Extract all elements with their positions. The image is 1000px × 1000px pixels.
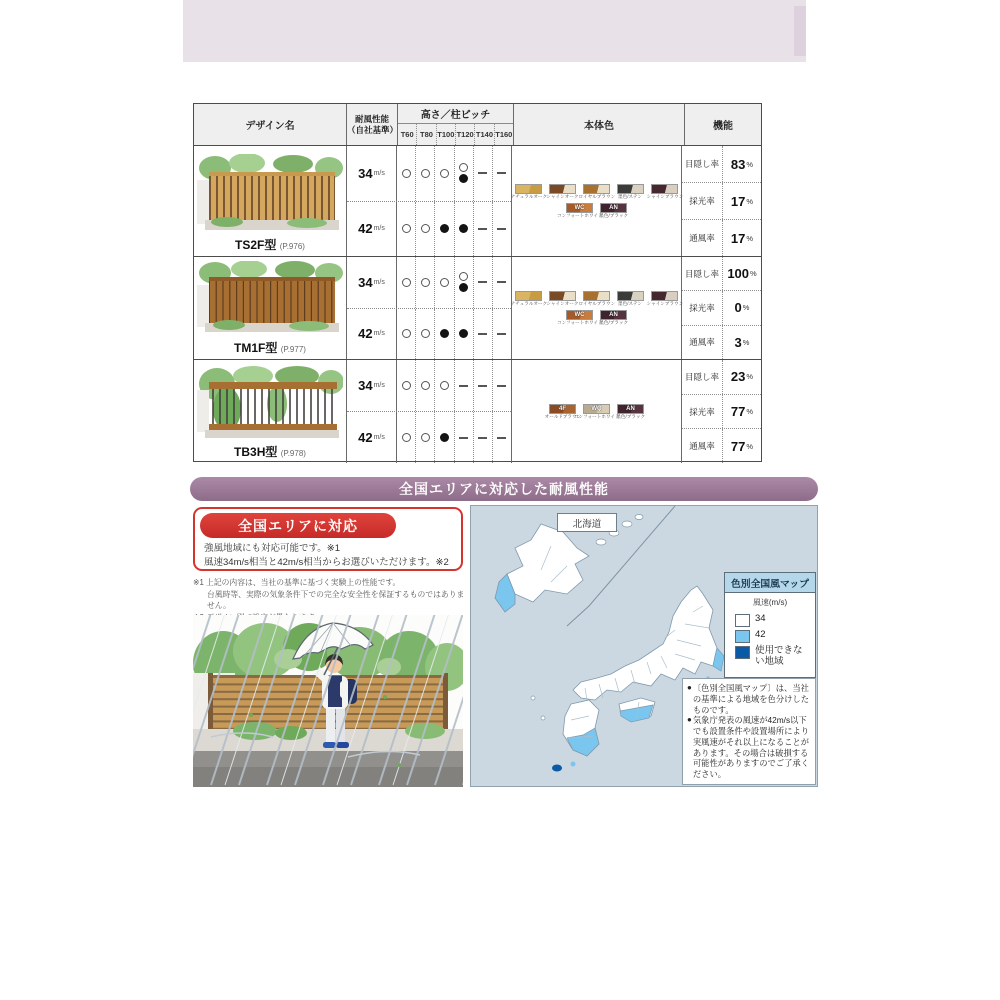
mark-dash xyxy=(497,228,506,230)
color-chip xyxy=(578,184,615,200)
func-value: 3 xyxy=(734,334,742,350)
header-t120: T120 xyxy=(455,124,474,145)
mark-circle xyxy=(459,272,468,281)
legend-swatch-42 xyxy=(735,630,750,643)
mark-circle xyxy=(402,278,411,287)
feature-description: 強風地域にも対応可能です。※1 風速34m/s相当と42m/s相当からお選びいただけます。※2 xyxy=(204,543,449,568)
func-label: 通風率 xyxy=(682,220,723,256)
mark-dash xyxy=(459,385,468,387)
wind-rain-illustration xyxy=(193,615,463,787)
color-code: WC xyxy=(574,204,585,211)
header-height-pitch: 高さ／柱ピッチ xyxy=(420,110,491,122)
color-chip-row xyxy=(556,310,629,326)
func-label: 目隠し率 xyxy=(682,257,723,290)
map-note: ● 気象庁発表の風速が42m/s以下でも設置条件や設置場所により実風速がそれ以上になることがあります。その場合は破損する可能性がありますのでご了承ください。 xyxy=(687,715,810,780)
header-t-columns xyxy=(398,123,513,145)
spec-cell xyxy=(346,146,511,256)
color-code: AN xyxy=(609,204,618,211)
color-label: コンフォートホワイト xyxy=(556,212,603,219)
spec-cell xyxy=(346,257,511,359)
legend-title: 色別全国風マップ xyxy=(725,573,815,593)
func-value: 100 xyxy=(727,266,750,282)
mark-circle xyxy=(421,278,430,287)
wind-speed: 34 xyxy=(358,378,373,393)
mark-dash xyxy=(478,281,487,283)
wind-speed: 34 xyxy=(358,165,373,181)
mark-circle xyxy=(421,433,430,442)
color-chip xyxy=(646,291,683,307)
fence-thumbnail-ts2f xyxy=(197,154,343,234)
section-banner xyxy=(190,477,818,501)
nationwide-feature-box xyxy=(193,507,463,571)
design-name: TS2F型 (P.976) xyxy=(235,238,305,252)
color-chip xyxy=(510,291,547,307)
mark-filled xyxy=(459,174,468,183)
mark-dash xyxy=(497,437,506,439)
color-chip-row xyxy=(510,291,683,307)
color-code: AN xyxy=(609,311,618,318)
color-label: コンフォートホワイト xyxy=(556,319,603,326)
color-chip xyxy=(548,184,578,200)
header-t160: T160 xyxy=(494,124,513,145)
hokkaido-label: 北海道 xyxy=(557,513,617,532)
mark-circle xyxy=(421,224,430,233)
map-note: ● 〔色別全国風マップ〕は、当社の基準による地域を色分けしたものです。 xyxy=(687,683,810,715)
color-chip xyxy=(599,203,629,219)
legend-item: 34 xyxy=(735,614,809,627)
spec-table xyxy=(193,103,762,462)
func-value: 17 xyxy=(730,230,746,246)
mark-circle xyxy=(402,224,411,233)
header-design-name: デザイン名 xyxy=(245,121,295,132)
func-value: 83 xyxy=(730,156,746,172)
table-row xyxy=(194,256,761,359)
page-ref: (P.977) xyxy=(280,345,306,354)
func-label: 通風率 xyxy=(682,326,723,359)
fence-thumbnail-tm1f xyxy=(197,261,343,337)
footnotes: ※1 上記の内容は、当社の基準に基づく実験上の性能です。 台風時等、実際の気象条件下での完全な安全性を保証するものではありません。 xyxy=(193,578,465,611)
wind-speed: 34 xyxy=(358,274,373,290)
body-color-cell xyxy=(511,146,681,256)
mark-dash xyxy=(497,385,506,387)
mark-circle xyxy=(421,329,430,338)
mark-circle xyxy=(421,169,430,178)
func-label: 採光率 xyxy=(682,395,723,429)
legend-swatch-34 xyxy=(735,614,750,627)
color-chip xyxy=(616,184,646,200)
spec-42: 42 m/s xyxy=(347,411,511,463)
header-height-pitch-group xyxy=(397,104,513,145)
mark-dash xyxy=(497,333,506,335)
color-label: シャインオーク xyxy=(546,300,579,307)
color-chip xyxy=(548,291,578,307)
mark-dash xyxy=(478,172,487,174)
color-label: シャインオーク xyxy=(546,193,579,200)
func-value: 77 xyxy=(730,404,746,419)
spec-cell xyxy=(346,360,511,463)
map-notes-box xyxy=(682,678,816,785)
mark-circle xyxy=(421,381,430,390)
spec-42: 42 m/s xyxy=(347,201,511,257)
mark-filled xyxy=(440,224,449,233)
body-color-cell xyxy=(511,360,681,463)
mark-dash xyxy=(478,333,487,335)
func-label: 採光率 xyxy=(682,291,723,324)
color-label: コンフォートホワイト xyxy=(573,413,620,420)
color-chip xyxy=(616,404,646,420)
color-chip xyxy=(646,184,683,200)
mark-dash xyxy=(478,228,487,230)
legend-unit: 風速(m/s) xyxy=(752,598,788,607)
mark-circle xyxy=(440,169,449,178)
legend-swatch-unusable xyxy=(735,646,750,659)
mark-filled xyxy=(440,329,449,338)
header-t140: T140 xyxy=(474,124,493,145)
color-label: 墨色/ステン xyxy=(618,193,643,200)
functions-cell: 目隠し率 23 % 採光率 77 % 通風率 77 % xyxy=(681,360,761,463)
header-functions: 機能 xyxy=(684,104,761,145)
mark-circle xyxy=(402,433,411,442)
header-t60: T60 xyxy=(400,130,414,140)
fence-thumbnail-tb3h xyxy=(197,364,343,441)
mark-circle xyxy=(402,329,411,338)
header-body-color: 本体色 xyxy=(513,104,684,145)
color-chip xyxy=(556,310,603,326)
spec-34: 34 m/s xyxy=(347,146,511,201)
func-value: 0 xyxy=(734,300,742,316)
color-chip xyxy=(556,203,603,219)
table-row xyxy=(194,146,761,256)
mark-circle xyxy=(440,381,449,390)
wind-speed: 42 xyxy=(358,221,373,237)
design-cell xyxy=(194,257,346,359)
legend-item: 42 xyxy=(735,630,809,643)
color-label: シャインブラウン xyxy=(646,300,683,307)
functions-cell: 目隠し率 83 % 採光率 17 % 通風率 17 % xyxy=(681,146,761,256)
wind-speed: 42 xyxy=(358,430,373,445)
color-chip xyxy=(578,291,615,307)
color-chip xyxy=(599,310,629,326)
design-name: TM1F型 (P.977) xyxy=(234,341,306,355)
mark-filled xyxy=(440,433,449,442)
table-row xyxy=(194,359,761,463)
design-cell xyxy=(194,360,346,463)
functions-cell: 目隠し率 100 % 採光率 0 % 通風率 3 % xyxy=(681,257,761,359)
color-label: オールドブラウン xyxy=(544,413,581,420)
color-label: 墨色/ブラック xyxy=(599,212,628,219)
func-value: 23 xyxy=(730,369,746,385)
color-chip-row xyxy=(544,404,646,420)
page-ref: (P.976) xyxy=(279,242,305,251)
mark-filled xyxy=(459,283,468,292)
color-code: WQ xyxy=(591,405,602,412)
color-label: シャインブラウン xyxy=(646,193,683,200)
func-value: 17 xyxy=(730,193,746,209)
feature-title-pill: 全国エリアに対応 xyxy=(200,513,396,538)
color-chip xyxy=(510,184,547,200)
mark-dash xyxy=(478,385,487,387)
color-code: AN xyxy=(626,405,635,412)
header-t100: T100 xyxy=(436,124,455,145)
func-label: 通風率 xyxy=(682,429,723,463)
top-decorative-band xyxy=(183,0,806,62)
mark-circle xyxy=(402,381,411,390)
wind-map-panel xyxy=(470,505,818,787)
func-value: 77 xyxy=(730,438,746,454)
table-header-row xyxy=(194,104,761,146)
mark-dash xyxy=(497,172,506,174)
color-code: 4F xyxy=(558,405,566,412)
mark-dash xyxy=(497,281,506,283)
page-ref: (P.978) xyxy=(280,449,306,458)
mark-circle xyxy=(402,169,411,178)
wind-speed: 42 xyxy=(358,326,373,342)
func-label: 採光率 xyxy=(682,183,723,219)
mark-dash xyxy=(478,437,487,439)
color-chip xyxy=(573,404,620,420)
mark-filled xyxy=(459,224,468,233)
design-cell xyxy=(194,146,346,256)
band-edge xyxy=(794,6,806,56)
color-label: ナチュラルオーク xyxy=(510,193,547,200)
color-label: ロイヤルブラウン xyxy=(578,300,615,307)
color-chip-row xyxy=(510,184,683,200)
wind-map-legend xyxy=(724,572,816,678)
color-label: 墨色/ブラック xyxy=(616,413,645,420)
color-chip-row xyxy=(556,203,629,219)
color-label: ロイヤルブラウン xyxy=(578,193,615,200)
spec-42: 42 m/s xyxy=(347,308,511,360)
legend-item: 使用できない地域 xyxy=(735,646,809,668)
mark-circle xyxy=(459,163,468,172)
header-t80: T80 xyxy=(416,124,435,145)
spec-34: 34 m/s xyxy=(347,360,511,411)
design-name: TB3H型 (P.978) xyxy=(234,445,306,459)
mark-circle xyxy=(440,278,449,287)
color-chip xyxy=(616,291,646,307)
color-label: ナチュラルオーク xyxy=(510,300,547,307)
func-label: 目隠し率 xyxy=(682,360,723,394)
color-label: 墨色/ステン xyxy=(618,300,643,307)
header-wind-performance: 耐風性能 （自社基準） xyxy=(346,104,397,145)
mark-dash xyxy=(459,437,468,439)
body-color-cell xyxy=(511,257,681,359)
func-label: 目隠し率 xyxy=(682,146,723,182)
mark-filled xyxy=(459,329,468,338)
color-label: 墨色/ブラック xyxy=(599,319,628,326)
spec-34: 34 m/s xyxy=(347,257,511,308)
color-code: WC xyxy=(574,311,585,318)
section-banner-text: 全国エリアに対応した耐風性能 xyxy=(399,481,609,497)
